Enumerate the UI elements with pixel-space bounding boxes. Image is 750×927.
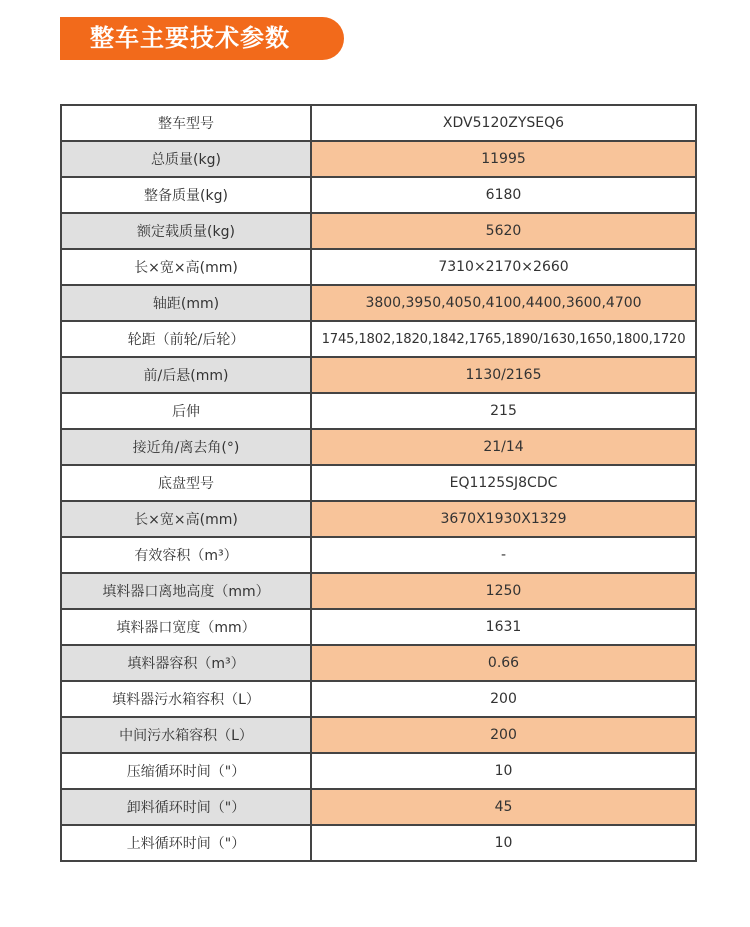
spec-value: 10 — [311, 753, 696, 789]
spec-label: 轮距（前轮/后轮） — [61, 321, 311, 357]
spec-label: 接近角/离去角(°) — [61, 429, 311, 465]
spec-row — [61, 321, 696, 357]
spec-row — [61, 825, 696, 861]
spec-row — [61, 609, 696, 645]
spec-label: 额定载质量(kg) — [61, 213, 311, 249]
spec-row — [61, 717, 696, 753]
spec-value: 3800,3950,4050,4100,4400,3600,4700 — [311, 285, 696, 321]
spec-value: 5620 — [311, 213, 696, 249]
spec-row — [61, 177, 696, 213]
spec-value: 1130/2165 — [311, 357, 696, 393]
spec-value: 215 — [311, 393, 696, 429]
spec-value: EQ1125SJ8CDC — [311, 465, 696, 501]
spec-row — [61, 393, 696, 429]
spec-table-body — [61, 105, 696, 861]
spec-row — [61, 105, 696, 141]
spec-label: 整备质量(kg) — [61, 177, 311, 213]
spec-label: 卸料循环时间（"） — [61, 789, 311, 825]
spec-value: 21/14 — [311, 429, 696, 465]
spec-value: - — [311, 537, 696, 573]
title-banner — [60, 17, 344, 60]
spec-value: 200 — [311, 717, 696, 753]
spec-label: 整车型号 — [61, 105, 311, 141]
spec-value: 10 — [311, 825, 696, 861]
spec-row — [61, 429, 696, 465]
spec-label: 有效容积（m³） — [61, 537, 311, 573]
spec-row — [61, 537, 696, 573]
page-title: 整车主要技术参数 — [90, 24, 290, 52]
spec-row — [61, 213, 696, 249]
spec-label: 压缩循环时间（"） — [61, 753, 311, 789]
spec-row — [61, 501, 696, 537]
spec-row — [61, 789, 696, 825]
spec-value: 11995 — [311, 141, 696, 177]
spec-label: 后伸 — [61, 393, 311, 429]
spec-label: 总质量(kg) — [61, 141, 311, 177]
spec-label: 填料器污水箱容积（L） — [61, 681, 311, 717]
spec-label: 长×宽×高(mm) — [61, 249, 311, 285]
spec-label: 轴距(mm) — [61, 285, 311, 321]
spec-label: 填料器口宽度（mm） — [61, 609, 311, 645]
spec-row — [61, 141, 696, 177]
spec-row — [61, 357, 696, 393]
spec-label: 长×宽×高(mm) — [61, 501, 311, 537]
spec-row — [61, 249, 696, 285]
spec-label: 前/后悬(mm) — [61, 357, 311, 393]
spec-label: 上料循环时间（"） — [61, 825, 311, 861]
spec-value: 1631 — [311, 609, 696, 645]
spec-label: 中间污水箱容积（L） — [61, 717, 311, 753]
spec-value: XDV5120ZYSEQ6 — [311, 105, 696, 141]
spec-row — [61, 285, 696, 321]
spec-value: 1250 — [311, 573, 696, 609]
spec-value: 6180 — [311, 177, 696, 213]
spec-label: 填料器口离地高度（mm） — [61, 573, 311, 609]
spec-row — [61, 573, 696, 609]
spec-value: 3670X1930X1329 — [311, 501, 696, 537]
spec-value: 7310×2170×2660 — [311, 249, 696, 285]
spec-row — [61, 753, 696, 789]
spec-row — [61, 645, 696, 681]
spec-value: 1745,1802,1820,1842,1765,1890/1630,1650,1800,1720 — [311, 321, 696, 357]
spec-row — [61, 465, 696, 501]
spec-row — [61, 681, 696, 717]
spec-value: 45 — [311, 789, 696, 825]
spec-table — [60, 104, 697, 862]
spec-label: 填料器容积（m³） — [61, 645, 311, 681]
spec-value: 200 — [311, 681, 696, 717]
spec-label: 底盘型号 — [61, 465, 311, 501]
spec-value: 0.66 — [311, 645, 696, 681]
